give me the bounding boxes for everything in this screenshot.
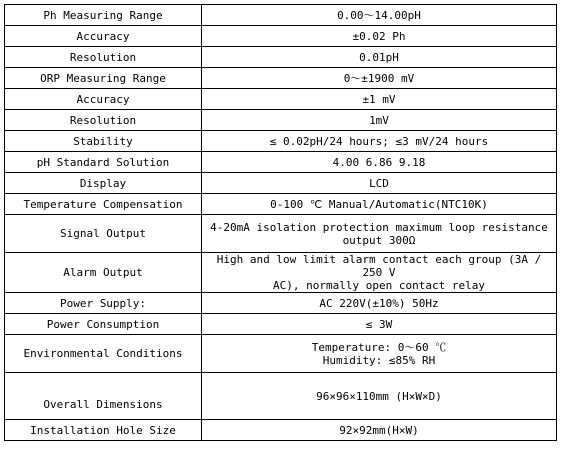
spec-value: 1mV — [202, 110, 557, 131]
table-row — [5, 26, 557, 47]
spec-label: Resolution — [5, 110, 202, 131]
spec-label: Accuracy — [5, 89, 202, 110]
spec-label: ORP Measuring Range — [5, 68, 202, 89]
spec-value-line: output 300Ω — [342, 233, 416, 247]
spec-value — [202, 335, 557, 373]
spec-label: Alarm Output — [5, 253, 202, 293]
spec-label: Stability — [5, 131, 202, 152]
spec-value: 96×96×110mm (H×W×D) — [202, 373, 557, 420]
table-row — [5, 68, 557, 89]
spec-value: AC 220V(±10%) 50Hz — [202, 293, 557, 314]
spec-value: 92×92mm(H×W) — [202, 420, 557, 441]
spec-label: pH Standard Solution — [5, 152, 202, 173]
table-row — [5, 420, 557, 441]
spec-value-line: Temperature: 0～60 ℃ — [311, 340, 447, 354]
table-row — [5, 373, 557, 420]
spec-value-line: 4-20mA isolation protection maximum loop resistance — [210, 220, 548, 234]
spec-value: ±1 mV — [202, 89, 557, 110]
spec-value: ≤ 3W — [202, 314, 557, 335]
spec-label: Signal Output — [5, 215, 202, 253]
spec-value — [202, 253, 557, 293]
table-row — [5, 335, 557, 373]
spec-value: 4.00 6.86 9.18 — [202, 152, 557, 173]
spec-value-line: Humidity: ≤85% RH — [322, 353, 436, 367]
spec-value: 0-100 ℃ Manual/Automatic(NTC10K) — [202, 194, 557, 215]
spec-value-line: High and low limit alarm contact each group (3A / 250 V — [216, 253, 542, 279]
spec-label: Installation Hole Size — [5, 420, 202, 441]
spec-label: Ph Measuring Range — [5, 5, 202, 26]
table-row — [5, 110, 557, 131]
spec-value — [202, 215, 557, 253]
spec-label: Temperature Compensation — [5, 194, 202, 215]
spec-label: Power Supply: — [5, 293, 202, 314]
spec-value-line: AC), normally open contact relay — [273, 279, 485, 292]
spec-value: 0～±1900 mV — [202, 68, 557, 89]
table-row — [5, 5, 557, 26]
spec-value: ±0.02 Ph — [202, 26, 557, 47]
spec-label: Accuracy — [5, 26, 202, 47]
spec-value: ≤ 0.02pH/24 hours; ≤3 mV/24 hours — [202, 131, 557, 152]
spec-label: Power Consumption — [5, 314, 202, 335]
table-row — [5, 215, 557, 253]
table-row — [5, 253, 557, 293]
spec-label: Overall Dimensions — [5, 373, 202, 420]
table-row — [5, 47, 557, 68]
spec-label: Display — [5, 173, 202, 194]
table-row — [5, 194, 557, 215]
table-row — [5, 131, 557, 152]
spec-sheet — [4, 4, 557, 450]
table-row — [5, 89, 557, 110]
specification-table — [4, 4, 557, 441]
table-row — [5, 173, 557, 194]
spec-value: 0.00～14.00pH — [202, 5, 557, 26]
spec-label: Environmental Conditions — [5, 335, 202, 373]
table-row — [5, 293, 557, 314]
spec-value: LCD — [202, 173, 557, 194]
spec-value: 0.01pH — [202, 47, 557, 68]
table-row — [5, 152, 557, 173]
spec-label: Resolution — [5, 47, 202, 68]
table-row — [5, 314, 557, 335]
